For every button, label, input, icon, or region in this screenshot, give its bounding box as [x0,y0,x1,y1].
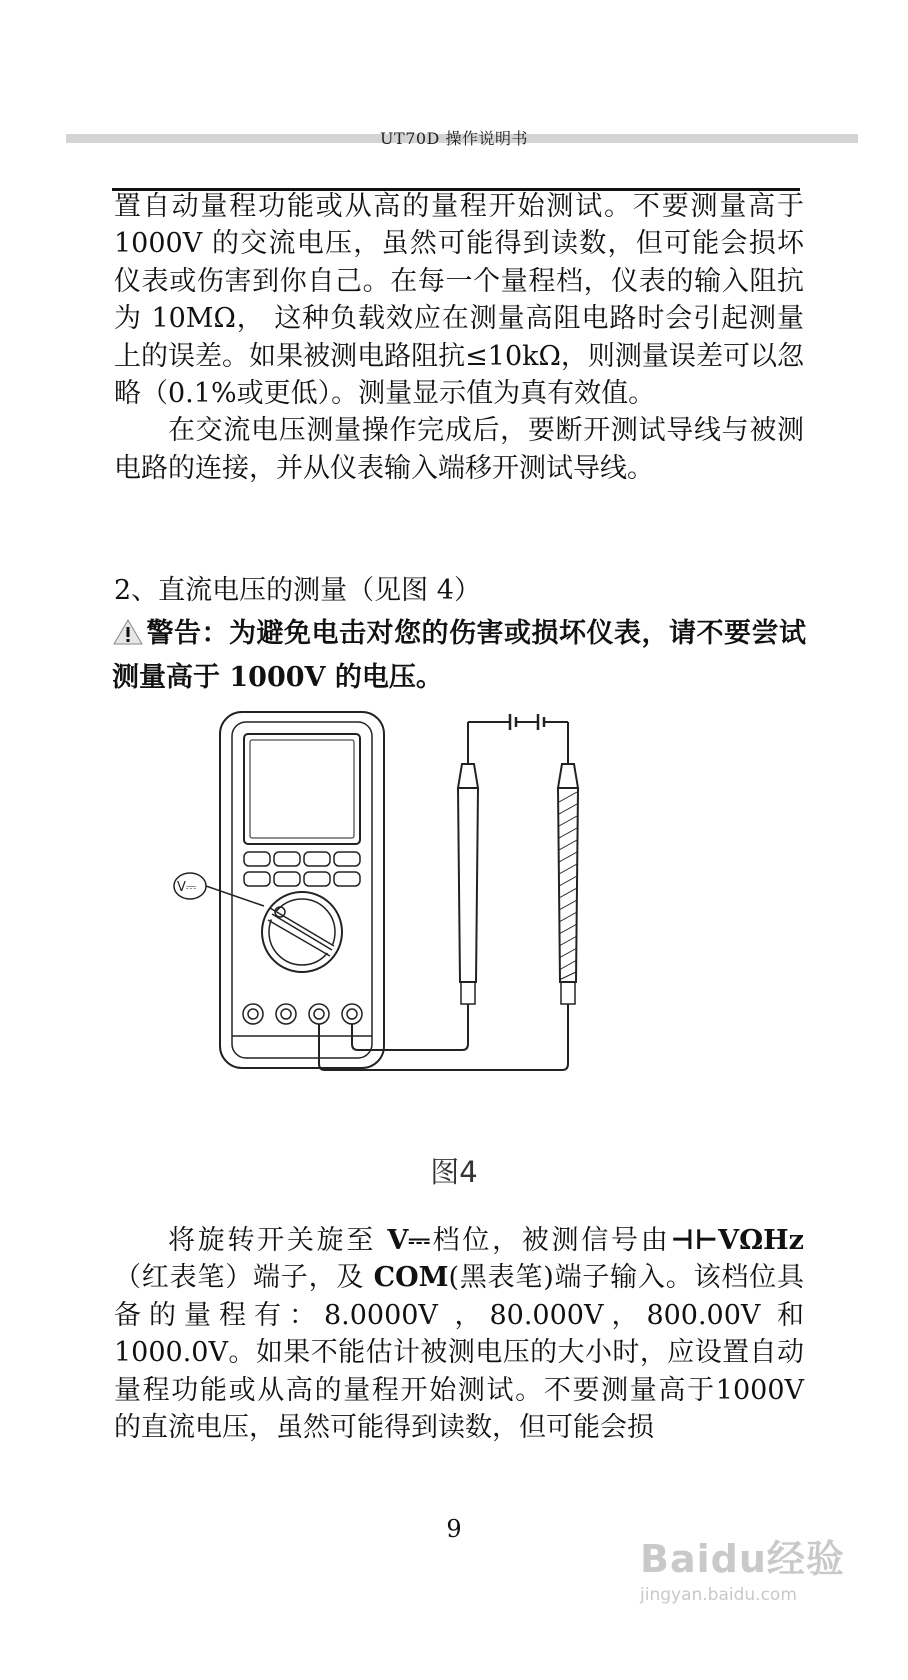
text-run: 将旋转开关旋至 [168,1225,388,1256]
black-probe [458,730,478,1044]
paragraph: 置自动量程功能或从高的量程开始测试。不要测量高于 1000V 的交流电压，虽然可能得到读数，但可能会损坏仪表或伤害到你自己。在每一个量程档，仪表的输入阻抗为 10MΩ， 这种负载效应在测量高阻电路时会引起测量上的误差。如果被测电路阻抗≤10kΩ，则测量误差可以忽略（0.1%或更低）。测量显示值为真有效值。 [114,191,804,410]
dial-callout-label: V⎓ [177,880,197,895]
text-run: 档位，被测信号由 [429,1225,671,1256]
meter-buttons [244,852,360,886]
com-terminal-label: COM [373,1262,449,1294]
red-probe [558,730,578,1050]
input-terminal-symbol: ⊣⊢VΩHz [670,1225,804,1256]
baidu-watermark [640,1528,845,1605]
header-title: UT70D 操作说明书 [380,129,528,148]
text-block-ac-voltage [114,188,804,487]
watermark-logo: Baidu经验 [640,1537,845,1581]
paragraph: 在交流电压测量操作完成后，要断开测试导线与被测电路的连接，并从仪表输入端移开测试导线。 [114,415,804,484]
text-run: (黑表笔)端子输入。该档位具备的量程有：8.0000V ，80.000V，800.00V 和1000.0V。如果不能估计被测电压的大小时，应设置自动量程功能或从高的量程开始测试。不要测量高于1000V 的直流电压，虽然可能得到读数，但可能会损 [114,1262,804,1444]
warning-text: 警告：为避免电击对您的伤害或损坏仪表，请不要尝试测量高于 1000V 的电压。 [112,618,806,693]
watermark-url: jingyan.baidu.com [640,1585,797,1605]
text-run: （红表笔）端子，及 [114,1262,374,1294]
paragraph [114,1222,804,1446]
page-number: 9 [446,1515,462,1543]
meter-screen [244,734,360,844]
warning-block [112,614,806,698]
figure-caption: 图4 [430,1155,478,1189]
warning-icon [112,618,144,658]
dc-voltage-symbol: V⎓ [387,1225,430,1256]
text-block-dc-voltage [114,1222,804,1446]
section-heading: 2、直流电压的测量（见图 4） [114,575,481,606]
multimeter-diagram [160,710,600,1130]
